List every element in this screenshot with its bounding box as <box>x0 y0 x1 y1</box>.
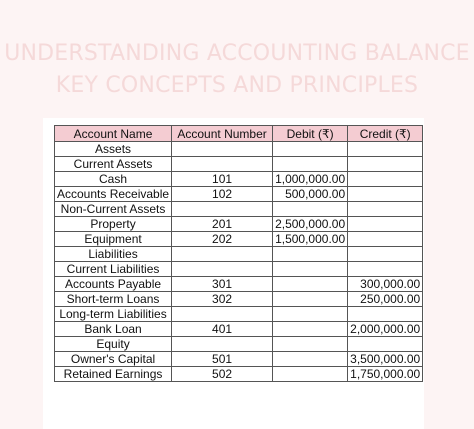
table-row <box>55 337 423 352</box>
credit-cell <box>348 232 423 247</box>
account-name-cell: Assets <box>55 142 172 157</box>
account-number-cell <box>172 157 273 172</box>
account-name-cell: Non-Current Assets <box>55 202 172 217</box>
table-row <box>55 367 423 382</box>
account-name-cell: Long-term Liabilities <box>55 307 172 322</box>
header-debit: Debit (₹) <box>273 126 348 142</box>
account-name-cell: Accounts Payable <box>55 277 172 292</box>
debit-cell <box>273 352 348 367</box>
account-number-cell: 101 <box>172 172 273 187</box>
credit-cell: 1,750,000.00 <box>348 367 423 382</box>
debit-cell <box>273 367 348 382</box>
account-name-cell: Bank Loan <box>55 322 172 337</box>
credit-cell: 300,000.00 <box>348 277 423 292</box>
credit-cell <box>348 187 423 202</box>
account-number-cell: 301 <box>172 277 273 292</box>
account-number-cell: 501 <box>172 352 273 367</box>
account-name-cell: Liabilities <box>55 247 172 262</box>
debit-cell <box>273 262 348 277</box>
account-number-cell: 201 <box>172 217 273 232</box>
debit-cell <box>273 247 348 262</box>
table-row <box>55 292 423 307</box>
header-row <box>55 126 423 142</box>
account-number-cell: 102 <box>172 187 273 202</box>
table-row <box>55 187 423 202</box>
table-row <box>55 277 423 292</box>
debit-cell: 1,500,000.00 <box>273 232 348 247</box>
credit-cell <box>348 337 423 352</box>
table-row <box>55 217 423 232</box>
page-title <box>0 38 474 102</box>
account-name-cell: Equity <box>55 337 172 352</box>
credit-cell <box>348 247 423 262</box>
credit-cell <box>348 142 423 157</box>
bottom-panel <box>43 392 424 429</box>
credit-cell <box>348 172 423 187</box>
table-row <box>55 142 423 157</box>
account-name-cell: Short-term Loans <box>55 292 172 307</box>
header-account-number: Account Number <box>172 126 273 142</box>
account-name-cell: Cash <box>55 172 172 187</box>
table-row <box>55 232 423 247</box>
credit-cell <box>348 217 423 232</box>
debit-cell <box>273 157 348 172</box>
credit-cell <box>348 307 423 322</box>
table-row <box>55 202 423 217</box>
account-number-cell <box>172 202 273 217</box>
table-row <box>55 172 423 187</box>
table-body <box>55 142 423 382</box>
account-number-cell: 302 <box>172 292 273 307</box>
table-row <box>55 262 423 277</box>
credit-cell: 250,000.00 <box>348 292 423 307</box>
table-row <box>55 322 423 337</box>
account-name-cell: Owner's Capital <box>55 352 172 367</box>
debit-cell <box>273 142 348 157</box>
balance-table <box>54 125 423 382</box>
debit-cell: 1,000,000.00 <box>273 172 348 187</box>
debit-cell <box>273 292 348 307</box>
credit-cell: 2,000,000.00 <box>348 322 423 337</box>
debit-cell <box>273 322 348 337</box>
account-name-cell: Accounts Receivable <box>55 187 172 202</box>
debit-cell: 2,500,000.00 <box>273 217 348 232</box>
credit-cell: 3,500,000.00 <box>348 352 423 367</box>
account-name-cell: Retained Earnings <box>55 367 172 382</box>
table-row <box>55 247 423 262</box>
credit-cell <box>348 202 423 217</box>
account-number-cell <box>172 337 273 352</box>
credit-cell <box>348 157 423 172</box>
page-title-line-2: KEY CONCEPTS AND PRINCIPLES <box>55 73 419 98</box>
table-row <box>55 307 423 322</box>
account-name-cell: Current Liabilities <box>55 262 172 277</box>
credit-cell <box>348 262 423 277</box>
account-number-cell: 502 <box>172 367 273 382</box>
account-number-cell <box>172 142 273 157</box>
debit-cell <box>273 307 348 322</box>
account-name-cell: Property <box>55 217 172 232</box>
header-account-name: Account Name <box>55 126 172 142</box>
account-number-cell <box>172 247 273 262</box>
debit-cell <box>273 202 348 217</box>
account-number-cell: 401 <box>172 322 273 337</box>
debit-cell: 500,000.00 <box>273 187 348 202</box>
page-title-line-1: UNDERSTANDING ACCOUNTING BALANCE <box>4 41 470 66</box>
account-number-cell <box>172 307 273 322</box>
debit-cell <box>273 337 348 352</box>
header-credit: Credit (₹) <box>348 126 423 142</box>
account-number-cell <box>172 262 273 277</box>
debit-cell <box>273 277 348 292</box>
account-name-cell: Equipment <box>55 232 172 247</box>
account-name-cell: Current Assets <box>55 157 172 172</box>
table-row <box>55 157 423 172</box>
table-row <box>55 352 423 367</box>
account-number-cell: 202 <box>172 232 273 247</box>
